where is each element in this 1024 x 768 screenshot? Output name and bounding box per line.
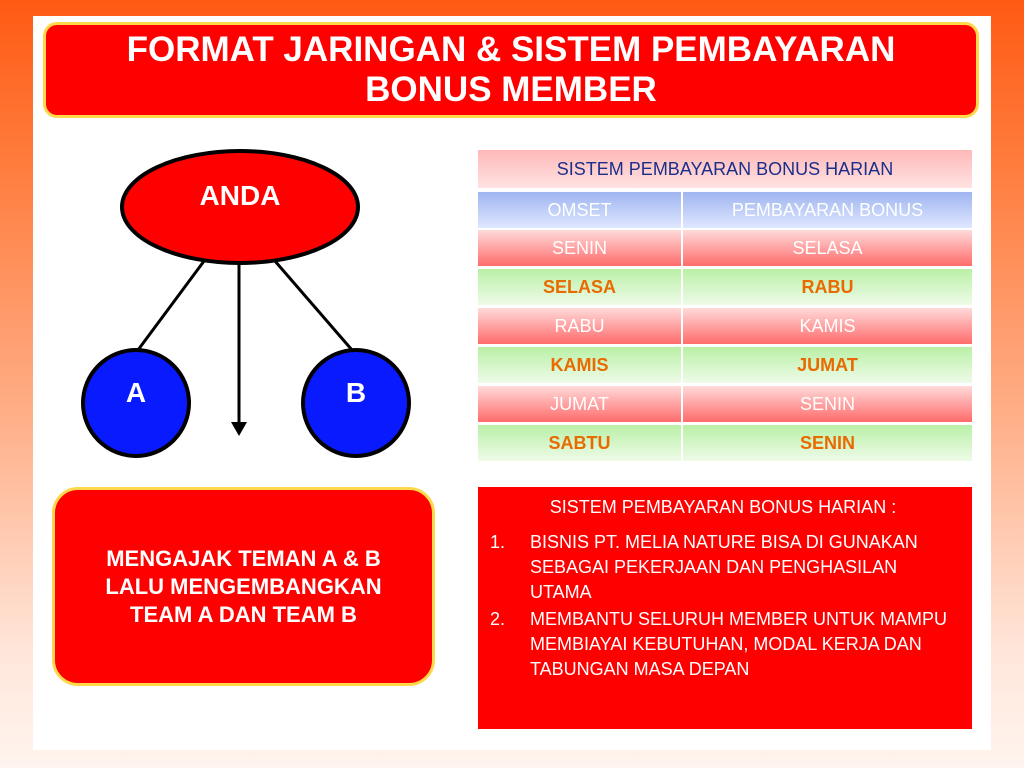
node-a-label: A xyxy=(125,377,147,408)
table-row xyxy=(478,308,972,346)
table-cell-omset: RABU xyxy=(478,308,683,344)
edge-root-b xyxy=(268,253,352,350)
info-list xyxy=(488,530,958,682)
table-header-pembayaran: PEMBAYARAN BONUS xyxy=(731,199,924,220)
table-cell-omset: JUMAT xyxy=(478,386,683,422)
list-item xyxy=(488,607,958,682)
table-cell-pembayaran: KAMIS xyxy=(683,308,972,344)
table-cell-pembayaran: SELASA xyxy=(683,230,972,266)
note-line-3: TEAM A DAN TEAM B xyxy=(130,601,357,627)
table-cell-omset: KAMIS xyxy=(478,347,683,383)
table-cell-pembayaran: SENIN xyxy=(683,386,972,422)
node-b-label: B xyxy=(345,377,367,408)
title-line-2: BONUS MEMBER xyxy=(365,70,657,109)
info-title: SISTEM PEMBAYARAN BONUS HARIAN : xyxy=(549,497,897,517)
info-box xyxy=(478,487,972,729)
table-row xyxy=(478,425,972,463)
table-row xyxy=(478,269,972,307)
edge-root-a xyxy=(138,253,210,350)
table-cell-omset: SABTU xyxy=(478,425,683,461)
list-item-number: 1. xyxy=(490,532,506,552)
list-item xyxy=(488,530,958,605)
arrowhead-icon xyxy=(231,422,247,436)
table-cell-pembayaran: RABU xyxy=(801,276,854,297)
note-line-1: MENGAJAK TEMAN A & B xyxy=(106,545,381,571)
root-node-label: ANDA xyxy=(199,180,281,211)
table-header-omset: OMSET xyxy=(478,192,683,228)
table-cell-pembayaran: SENIN xyxy=(799,432,855,453)
table-title: SISTEM PEMBAYARAN BONUS HARIAN xyxy=(478,150,972,190)
title-line-1: FORMAT JARINGAN & SISTEM PEMBAYARAN xyxy=(126,30,896,69)
table-cell-omset: SELASA xyxy=(478,269,683,305)
table-cell-pembayaran: JUMAT xyxy=(797,354,858,375)
table-row xyxy=(478,230,972,268)
list-item-number: 2. xyxy=(490,609,506,629)
list-item-text: MEMBANTU SELURUH MEMBER UNTUK MAMPU MEMBIAYAI KEBUTUHAN, MODAL KERJA DAN TABUNGAN MASA DEPAN xyxy=(530,609,948,679)
list-item-text: BISNIS PT. MELIA NATURE BISA DI GUNAKAN SEBAGAI PEKERJAAN DAN PENGHASILAN UTAMA xyxy=(530,532,918,602)
note-line-2: LALU MENGEMBANGKAN xyxy=(105,573,382,599)
table-row xyxy=(478,386,972,424)
note-box xyxy=(52,487,435,686)
table-row xyxy=(478,347,972,385)
table-cell-omset: SENIN xyxy=(478,230,683,266)
table-header-row xyxy=(478,192,972,230)
